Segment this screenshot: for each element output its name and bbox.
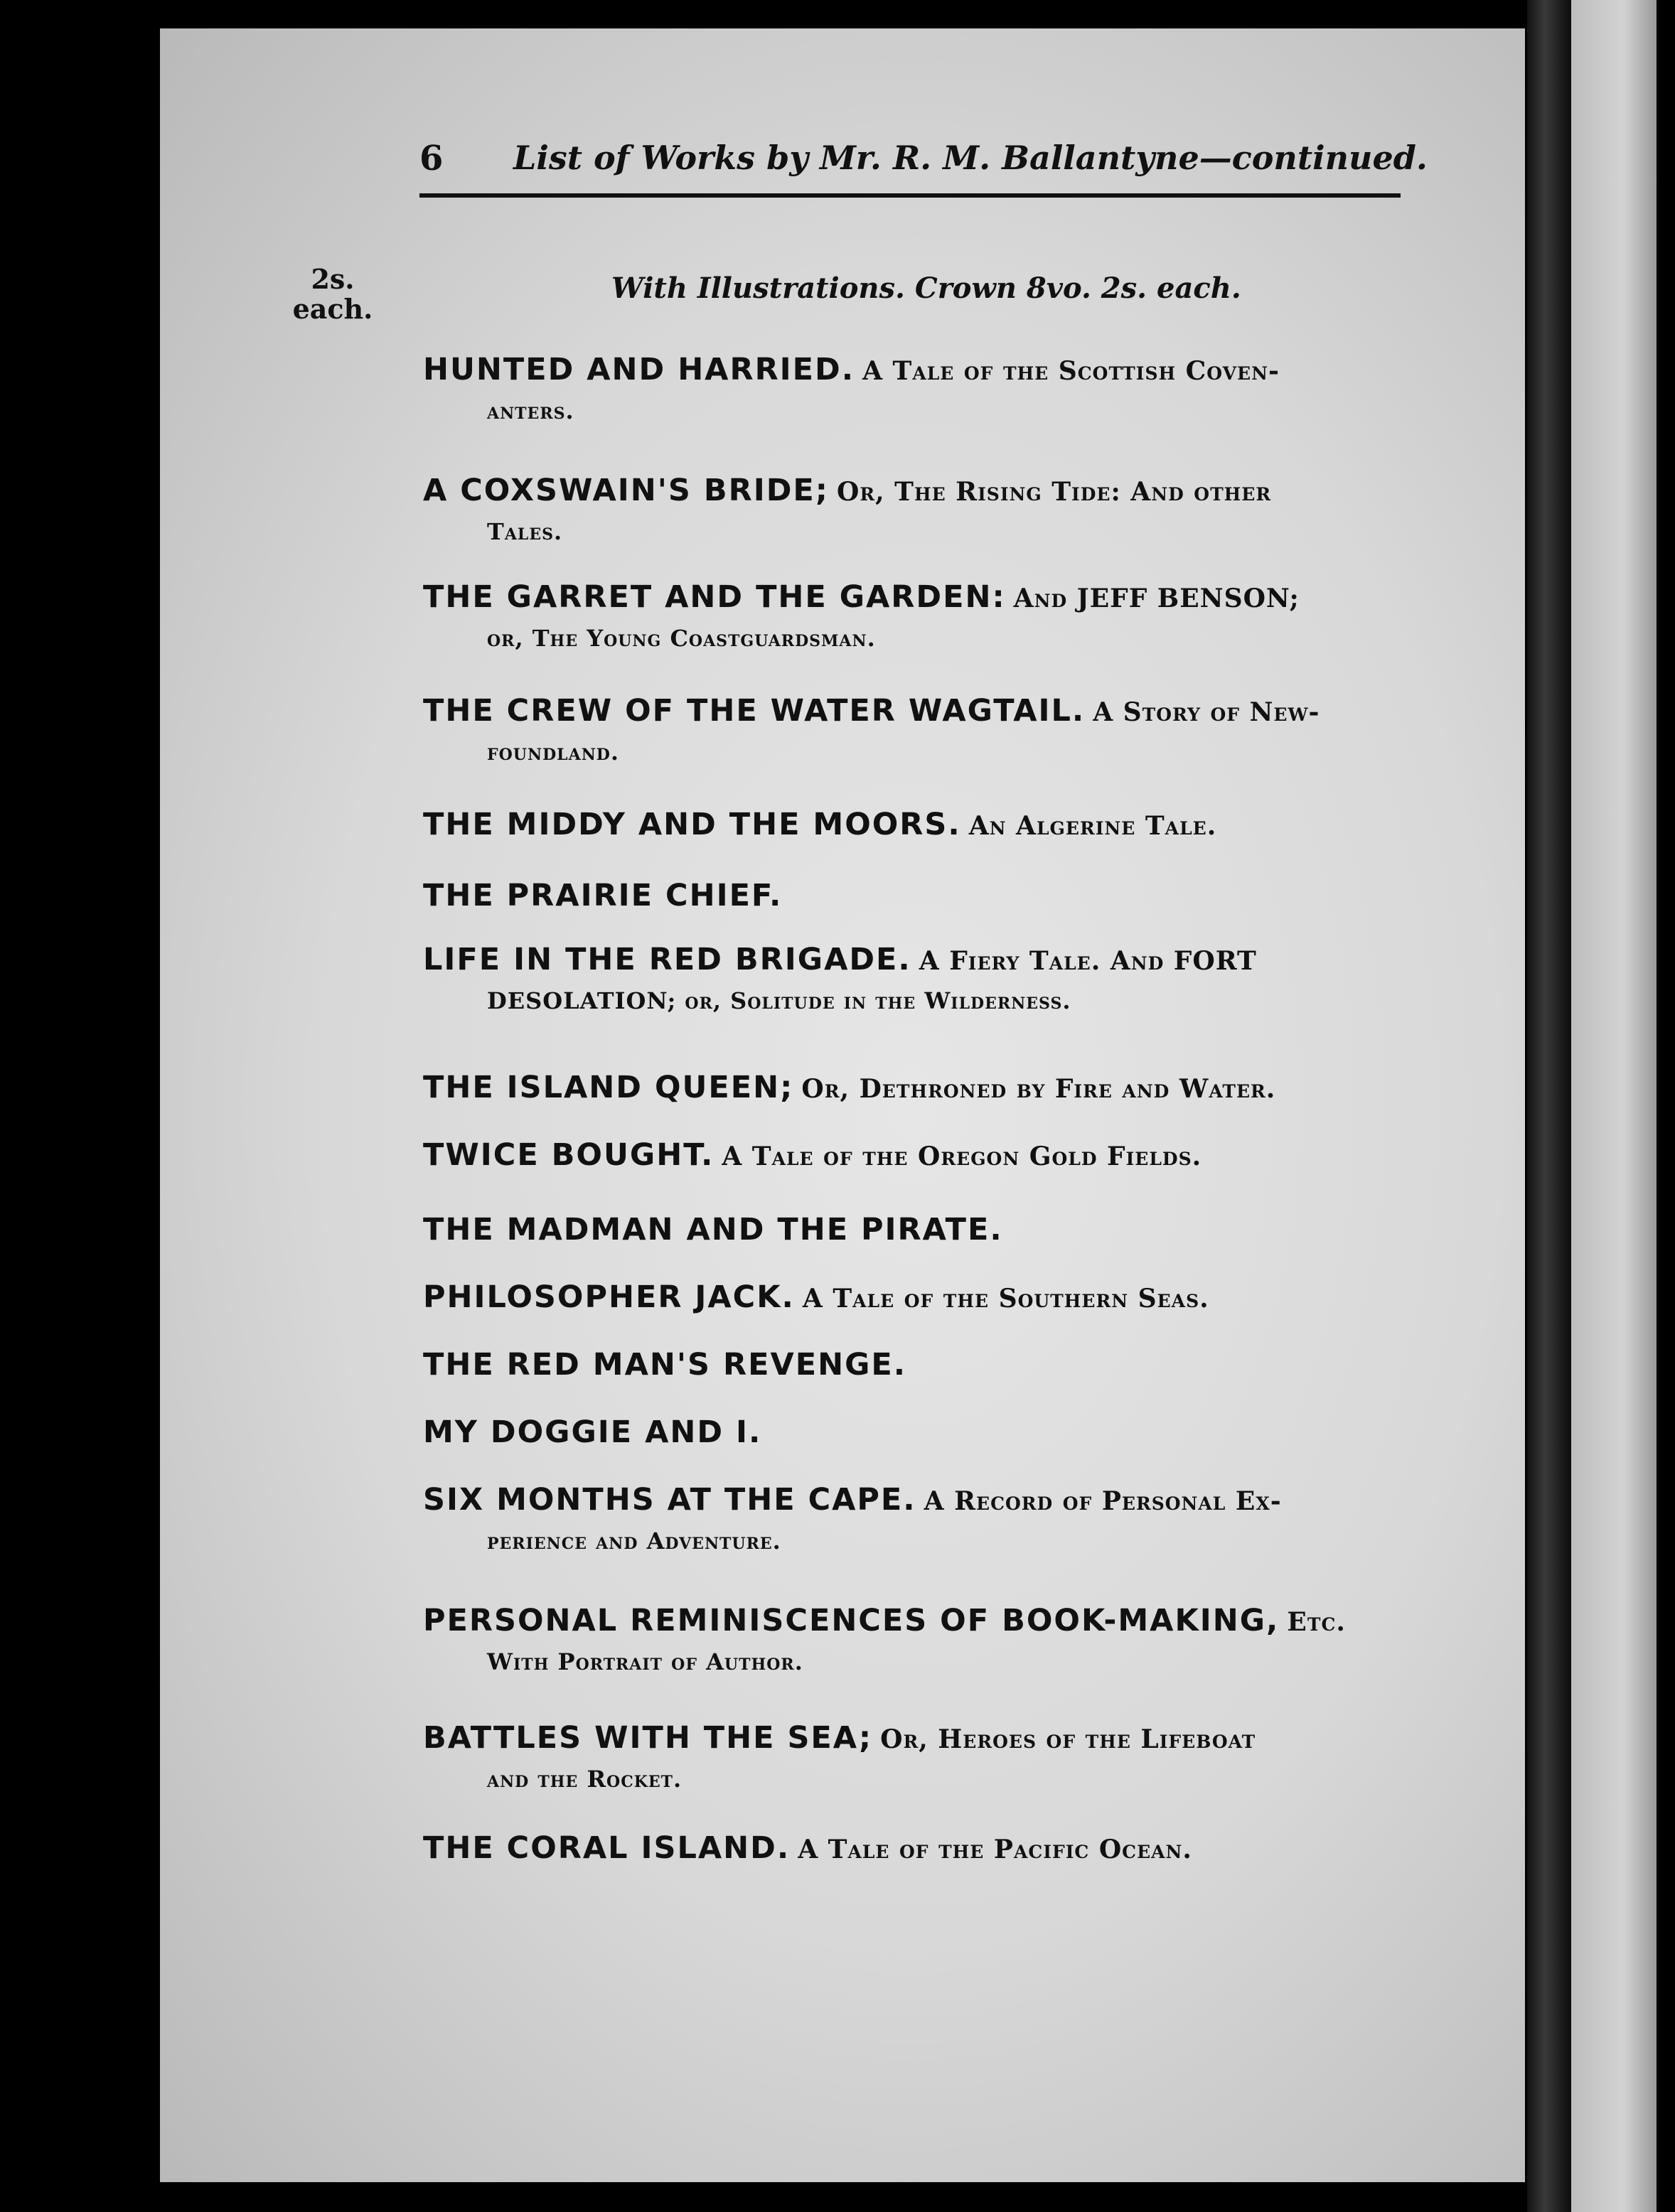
work-subtitle-continuation: DESOLATION; or, Solitude in the Wilderness. bbox=[487, 987, 1071, 1014]
work-entry-line bbox=[423, 689, 1418, 734]
work-subtitle-continuation: or, The Young Coastguardsman. bbox=[487, 625, 876, 652]
work-title: THE GARRET AND THE GARDEN: bbox=[423, 579, 1006, 615]
work-subtitle-continuation: anters. bbox=[487, 397, 574, 424]
work-subtitle: A Tale of the Pacific Ocean. bbox=[798, 1835, 1192, 1864]
work-entry bbox=[423, 938, 1418, 1019]
work-subtitle: A Fiery Tale. And FORT bbox=[919, 946, 1257, 976]
work-subtitle: A Story of New- bbox=[1093, 697, 1320, 727]
price-marker bbox=[290, 264, 375, 324]
work-entry-line bbox=[423, 1717, 1418, 1761]
book-spine-shadow bbox=[1527, 0, 1571, 2212]
work-entry-line bbox=[423, 1066, 1418, 1110]
work-subtitle-continuation: foundland. bbox=[487, 739, 620, 766]
work-entry-line bbox=[423, 938, 1418, 982]
work-title: SIX MONTHS AT THE CAPE. bbox=[423, 1482, 916, 1518]
work-title: THE RED MAN'S REVENGE. bbox=[423, 1347, 907, 1382]
work-subtitle: Or, Dethroned by Fire and Water. bbox=[801, 1074, 1276, 1104]
work-entry bbox=[423, 1134, 1418, 1178]
work-entry bbox=[423, 1411, 1418, 1454]
work-entry bbox=[423, 689, 1418, 771]
work-entry-line bbox=[423, 1827, 1418, 1871]
work-entry-line bbox=[423, 1276, 1418, 1320]
work-entry bbox=[423, 1066, 1418, 1110]
section-heading: With Illustrations. Crown 8vo. 2s. each. bbox=[611, 272, 1241, 305]
work-entry-line bbox=[423, 469, 1418, 513]
work-title: PERSONAL REMINISCENCES OF BOOK-MAKING, bbox=[423, 1603, 1280, 1638]
work-entry bbox=[423, 1827, 1418, 1871]
work-entry-line bbox=[423, 803, 1418, 847]
work-title: BATTLES WITH THE SEA; bbox=[423, 1720, 873, 1756]
work-title: THE CREW OF THE WATER WAGTAIL. bbox=[423, 693, 1086, 729]
work-entry-line bbox=[423, 576, 1418, 620]
work-title: THE ISLAND QUEEN; bbox=[423, 1070, 794, 1105]
work-entry bbox=[423, 1208, 1418, 1251]
work-subtitle: Etc. bbox=[1287, 1607, 1346, 1637]
work-title: THE MIDDY AND THE MOORS. bbox=[423, 807, 961, 842]
work-subtitle-continuation: With Portrait of Author. bbox=[487, 1648, 803, 1675]
running-title: List of Works by Mr. R. M. Ballantyne—continued. bbox=[513, 139, 1428, 177]
price-marker-line2: each. bbox=[292, 293, 373, 325]
work-title: THE MADMAN AND THE PIRATE. bbox=[423, 1212, 1003, 1247]
work-title: MY DOGGIE AND I. bbox=[423, 1414, 762, 1450]
work-title: THE CORAL ISLAND. bbox=[423, 1830, 791, 1866]
work-entry-line bbox=[423, 1599, 1418, 1643]
work-entry-line bbox=[423, 1411, 1418, 1454]
work-entry bbox=[423, 1276, 1418, 1320]
work-title: LIFE IN THE RED BRIGADE. bbox=[423, 942, 911, 977]
work-subtitle-continuation: perience and Adventure. bbox=[487, 1528, 781, 1555]
work-entry-line bbox=[423, 1478, 1418, 1523]
adjacent-page-edge bbox=[1571, 0, 1657, 2212]
work-subtitle: A Tale of the Scottish Coven- bbox=[862, 356, 1280, 386]
work-entry bbox=[423, 1599, 1418, 1680]
work-title: A COXSWAIN'S BRIDE; bbox=[423, 473, 829, 508]
header-rule bbox=[419, 193, 1401, 198]
work-entry-line bbox=[423, 1208, 1418, 1251]
work-title: HUNTED AND HARRIED. bbox=[423, 352, 855, 387]
work-title: PHILOSOPHER JACK. bbox=[423, 1279, 795, 1315]
work-entry bbox=[423, 469, 1418, 550]
work-entry bbox=[423, 576, 1418, 657]
page-number: 6 bbox=[419, 139, 444, 178]
work-subtitle-continuation: and the Rocket. bbox=[487, 1766, 683, 1793]
work-entry bbox=[423, 803, 1418, 847]
work-entry bbox=[423, 1478, 1418, 1559]
work-entry bbox=[423, 348, 1418, 429]
work-entry-line bbox=[423, 1343, 1418, 1386]
work-entry-line bbox=[423, 874, 1418, 917]
work-entry-line bbox=[423, 348, 1418, 392]
work-subtitle: And JEFF BENSON; bbox=[1013, 584, 1300, 613]
work-subtitle: A Tale of the Southern Seas. bbox=[802, 1284, 1209, 1314]
work-entry bbox=[423, 874, 1418, 917]
work-subtitle-continuation: Tales. bbox=[487, 518, 563, 545]
work-subtitle: Or, Heroes of the Lifeboat bbox=[880, 1724, 1256, 1754]
work-subtitle: Or, The Rising Tide: And other bbox=[836, 477, 1272, 507]
work-entry bbox=[423, 1343, 1418, 1386]
work-subtitle: A Tale of the Oregon Gold Fields. bbox=[722, 1142, 1202, 1171]
work-entry-line bbox=[423, 1134, 1418, 1178]
work-entry bbox=[423, 1717, 1418, 1798]
work-subtitle: A Record of Personal Ex- bbox=[924, 1486, 1282, 1516]
work-subtitle: An Algerine Tale. bbox=[968, 811, 1217, 841]
work-title: THE PRAIRIE CHIEF. bbox=[423, 878, 783, 913]
work-title: TWICE BOUGHT. bbox=[423, 1137, 715, 1173]
price-marker-line1: 2s. bbox=[311, 263, 355, 295]
